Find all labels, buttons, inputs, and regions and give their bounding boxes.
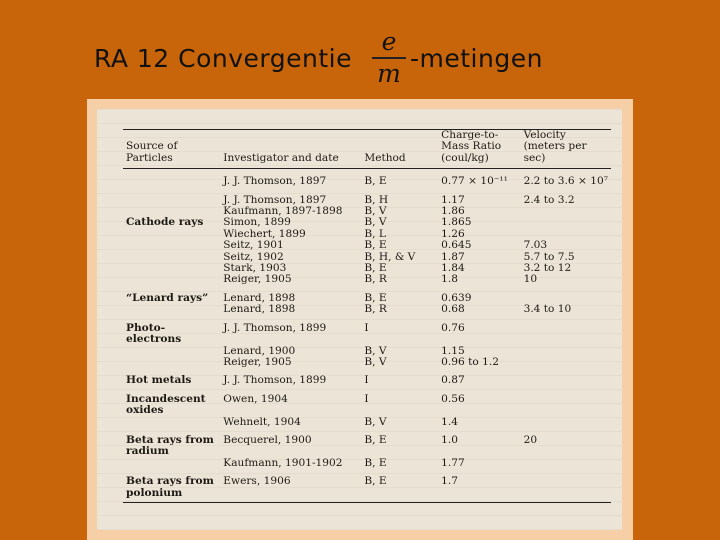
velocity-cell <box>521 346 611 357</box>
source-cell <box>123 458 220 469</box>
investigator-cell: Lenard, 1900 <box>223 344 296 357</box>
ratio-cell: 1.26 <box>441 227 465 240</box>
ratio-cell: 1.7 <box>438 469 520 502</box>
header-velocity: Velocity (meters per sec) <box>521 130 611 169</box>
investigator-cell: Simon, 1899 <box>223 216 291 229</box>
investigator-cell: Lenard, 1898 <box>223 303 296 316</box>
velocity-cell: 3.2 to 12 <box>523 262 572 275</box>
ratio-cell: 0.68 <box>441 303 465 316</box>
velocity-cell <box>521 469 611 502</box>
velocity-cell <box>521 316 611 346</box>
ratio-cell: 1.865 <box>441 216 472 229</box>
source-cell <box>123 229 220 240</box>
ratio-cell: 0.56 <box>441 392 465 405</box>
method-cell: I <box>364 374 369 387</box>
velocity-cell: 2.2 to 3.6 × 10⁷ <box>523 175 608 188</box>
source-cell <box>123 274 220 285</box>
table-row <box>123 169 611 188</box>
ratio-cell: 1.84 <box>441 262 465 275</box>
method-cell: B, H <box>364 193 389 206</box>
ratio-cell: 1.77 <box>441 456 465 469</box>
method-cell: B, E <box>364 262 387 275</box>
method-cell: B, E <box>364 433 387 446</box>
investigator-cell: Wiechert, 1899 <box>223 227 306 240</box>
method-cell: I <box>364 321 369 334</box>
table-row <box>123 428 611 458</box>
source-cell: “Lenard rays” <box>126 291 209 304</box>
ratio-cell: 1.8 <box>441 273 459 286</box>
source-cell <box>123 417 220 428</box>
velocity-cell <box>521 387 611 417</box>
method-cell: B, R <box>364 273 387 286</box>
velocity-cell <box>521 368 611 386</box>
table-row <box>123 240 611 251</box>
velocity-cell: 7.03 <box>523 239 548 252</box>
table-row <box>123 458 611 469</box>
title-suffix: -metingen <box>410 43 543 73</box>
velocity-cell: 5.7 to 7.5 <box>523 250 575 263</box>
velocity-cell <box>521 357 611 368</box>
method-cell: B, H, & V <box>364 250 416 263</box>
fraction-numerator: e <box>381 27 397 57</box>
investigator-cell: Kaufmann, 1901-1902 <box>223 456 343 469</box>
investigator-cell: Seitz, 1901 <box>223 239 284 252</box>
table-row <box>123 417 611 428</box>
fraction-denominator: m <box>377 58 401 88</box>
table-body <box>123 169 611 503</box>
table-row <box>123 274 611 285</box>
source-cell: Incandescent oxides <box>126 392 206 417</box>
velocity-cell <box>521 217 611 228</box>
method-cell: B, L <box>364 227 386 240</box>
header-method: Method <box>361 130 438 169</box>
ratio-cell: 0.77 × 10⁻¹¹ <box>441 175 508 188</box>
source-cell <box>123 304 220 315</box>
table-row <box>123 286 611 304</box>
investigator-cell: Owen, 1904 <box>223 392 288 405</box>
e-over-m-fraction <box>372 29 406 87</box>
table-row <box>123 368 611 386</box>
header-investigator: Investigator and date <box>220 130 361 169</box>
table-row <box>123 188 611 206</box>
ratio-cell: 0.76 <box>441 321 465 334</box>
investigator-cell: Wehnelt, 1904 <box>223 415 301 428</box>
investigator-cell: J. J. Thomson, 1899 <box>223 321 327 334</box>
investigator-cell: Stark, 1903 <box>223 262 287 275</box>
velocity-cell <box>521 206 611 217</box>
method-cell: B, V <box>364 344 387 357</box>
source-cell: Photo-electrons <box>126 321 182 346</box>
investigator-cell: Ewers, 1906 <box>220 469 361 502</box>
investigator-cell: J. J. Thomson, 1897 <box>223 175 327 188</box>
source-cell <box>123 263 220 274</box>
header-ratio: Charge-to-Mass Ratio (coul/kg) <box>438 130 520 169</box>
source-cell: Hot metals <box>126 374 192 387</box>
table-row <box>123 387 611 417</box>
investigator-cell: Reiger, 1905 <box>223 355 292 368</box>
velocity-cell: 3.4 to 10 <box>523 303 572 316</box>
velocity-cell <box>521 417 611 428</box>
velocity-cell <box>521 286 611 304</box>
source-cell: Beta rays from radium <box>126 433 214 458</box>
source-cell <box>123 169 220 188</box>
velocity-cell: 10 <box>523 273 538 286</box>
investigator-cell: Reiger, 1905 <box>223 273 292 286</box>
ratio-cell: 0.87 <box>441 374 465 387</box>
source-cell <box>123 357 220 368</box>
table-row <box>123 357 611 368</box>
source-cell <box>123 252 220 263</box>
table-row <box>123 469 611 502</box>
method-cell: B, E <box>364 175 387 188</box>
method-cell: B, V <box>364 355 387 368</box>
investigator-cell: Seitz, 1902 <box>223 250 284 263</box>
scanned-page <box>97 109 622 530</box>
source-cell: Cathode rays <box>126 216 204 229</box>
investigator-cell: J. J. Thomson, 1897 <box>223 193 327 206</box>
ratio-cell: 1.0 <box>441 433 459 446</box>
slide-title <box>94 18 543 98</box>
header-source: Source of Particles <box>123 130 220 169</box>
ratio-cell: 1.17 <box>441 193 465 206</box>
method-cell: B, V <box>364 205 387 218</box>
method-cell: B, E <box>364 291 387 304</box>
table-row <box>123 316 611 346</box>
method-cell: I <box>364 392 369 405</box>
table-header-row <box>123 130 611 169</box>
method-cell: B, V <box>364 216 387 229</box>
ratio-cell: 0.639 <box>441 291 472 304</box>
source-cell: Beta rays from polonium <box>123 469 220 502</box>
title-prefix: RA 12 Convergentie <box>94 43 352 73</box>
ratio-cell: 1.4 <box>441 415 459 428</box>
investigator-cell: J. J. Thomson, 1899 <box>223 374 327 387</box>
ratio-cell: 0.645 <box>441 239 472 252</box>
method-cell: B, E <box>364 456 387 469</box>
ratio-cell: 0.96 to 1.2 <box>441 355 499 368</box>
velocity-cell: 20 <box>523 433 538 446</box>
method-cell: B, E <box>364 239 387 252</box>
method-cell: B, E <box>361 469 438 502</box>
velocity-cell: 2.4 to 3.2 <box>523 193 575 206</box>
scanned-table-frame <box>87 99 633 540</box>
velocity-cell <box>521 458 611 469</box>
ratio-cell: 1.87 <box>441 250 465 263</box>
investigator-cell: Kaufmann, 1897-1898 <box>223 205 343 218</box>
investigator-cell: Lenard, 1898 <box>223 291 296 304</box>
source-cell <box>123 240 220 251</box>
source-cell <box>123 346 220 357</box>
method-cell: B, R <box>364 303 387 316</box>
source-cell <box>123 188 220 206</box>
ratio-cell: 1.15 <box>441 344 465 357</box>
charge-to-mass-table <box>123 129 611 503</box>
ratio-cell: 1.86 <box>441 205 465 218</box>
method-cell: B, V <box>364 415 387 428</box>
table-row <box>123 304 611 315</box>
investigator-cell: Becquerel, 1900 <box>223 433 312 446</box>
